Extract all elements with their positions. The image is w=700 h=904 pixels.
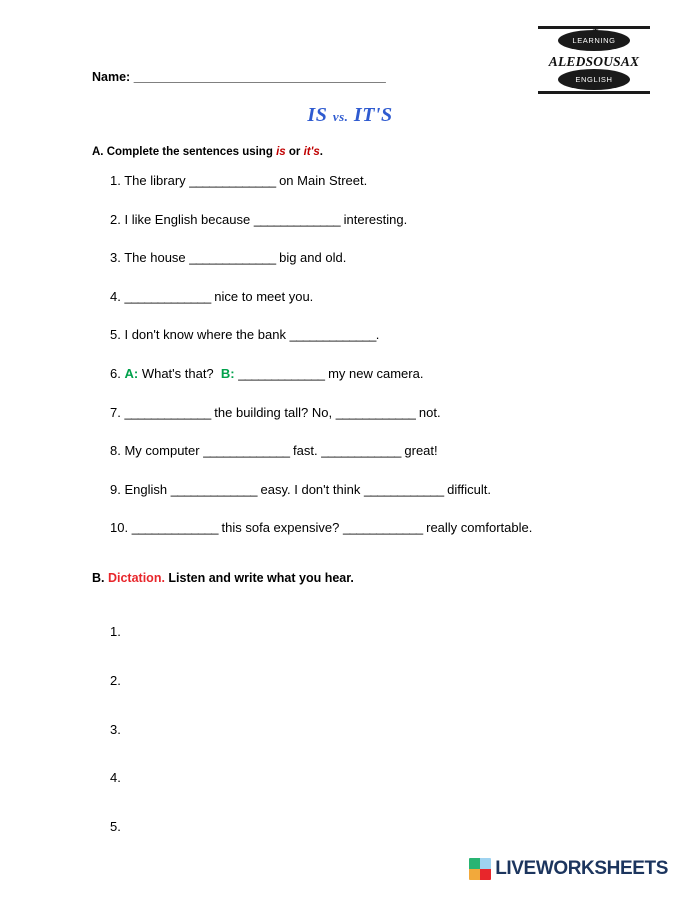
section-a-letter: A. (92, 146, 104, 158)
exercise-item (110, 405, 670, 444)
liveworksheets-logo-icon (469, 858, 491, 880)
item-pre-text: The house (124, 250, 190, 266)
exercise-item (110, 366, 670, 405)
item-post-text: interesting. (340, 211, 408, 227)
dictation-item[interactable]: 2. (110, 672, 121, 688)
item-post-text: fast. (289, 443, 322, 459)
section-b-letter: B. (92, 571, 105, 585)
item-number: 9. (110, 481, 121, 497)
name-field-row (92, 70, 512, 84)
logo-learning-label: LEARNING (558, 30, 630, 51)
item-pre-text: My computer (124, 443, 204, 459)
dictation-list (110, 624, 510, 868)
item-pre-text: The library (124, 173, 190, 188)
answer-blank[interactable]: _____________ (170, 481, 257, 497)
logo-bar-bottom (538, 91, 650, 94)
item-pre-text: What's that? (141, 365, 214, 381)
item-post-text-2: not. (415, 404, 441, 420)
answer-blank[interactable]: _____________ (189, 250, 276, 266)
item-number: 10. (110, 520, 129, 536)
section-a-word-is: is (276, 146, 286, 158)
speaker-a-label: A: (124, 365, 139, 381)
item-number: 2. (110, 211, 121, 227)
section-b-dictation-label: Dictation. (107, 571, 165, 585)
answer-blank[interactable]: _____________ (124, 404, 211, 420)
answer-blank[interactable]: _____________ (203, 443, 290, 459)
logo-quadrant-orange (469, 869, 480, 880)
answer-blank[interactable]: _____________ (124, 288, 211, 304)
item-post-text: . (375, 327, 380, 343)
item-post-text: nice to meet you. (210, 288, 314, 304)
answer-blank-2[interactable]: ____________ (335, 404, 416, 420)
exercise-item (110, 443, 670, 482)
item-post-text: on Main Street. (275, 173, 368, 188)
answer-blank[interactable]: _____________ (189, 173, 276, 188)
logo-quadrant-green (469, 858, 480, 869)
logo-quadrant-blue (480, 858, 491, 869)
exercise-a-list (110, 173, 670, 559)
answer-blank[interactable]: _____________ (289, 327, 376, 343)
page-title (0, 104, 700, 127)
answer-blank-2[interactable]: ____________ (321, 443, 401, 459)
item-post-text-2: great! (400, 443, 438, 459)
title-vs: vs. (332, 109, 349, 124)
item-number: 8. (110, 443, 121, 459)
liveworksheets-footer (469, 858, 668, 880)
section-a-period: . (319, 146, 323, 158)
exercise-item (110, 173, 670, 212)
dictation-item[interactable]: 4. (110, 770, 121, 786)
dictation-item[interactable]: 3. (110, 721, 121, 737)
item-post-text-2: really comfortable. (422, 520, 533, 536)
exercise-item (110, 289, 670, 328)
item-number: 3. (110, 250, 121, 266)
title-its: IT'S (353, 104, 393, 126)
liveworksheets-brand: LIVEWORKSHEETS (495, 858, 668, 879)
section-b-heading (92, 571, 354, 585)
logo-english-label: ENGLISH (558, 69, 630, 90)
item-post-text: my new camera. (324, 365, 424, 381)
item-number: 7. (110, 404, 121, 420)
dictation-item[interactable]: 1. (110, 624, 121, 639)
name-blank[interactable]: _______________________________________ (133, 70, 386, 84)
section-a-instruction: Complete the sentences using (106, 146, 273, 158)
item-post-text: this sofa expensive? (217, 520, 343, 536)
speaker-b-label: B: (220, 365, 235, 381)
exercise-item (110, 520, 670, 559)
item-number: 4. (110, 288, 121, 304)
name-label: Name: (92, 70, 131, 84)
section-a-word-its: it's (303, 146, 320, 158)
exercise-item (110, 482, 670, 521)
item-number: 1. (110, 173, 121, 188)
item-number: 5. (110, 327, 121, 343)
answer-blank-2[interactable]: ____________ (363, 481, 444, 497)
logo-quadrant-red (480, 869, 491, 880)
section-a-or: or (288, 146, 301, 158)
item-post-text: easy. I don't think (256, 481, 364, 497)
answer-blank[interactable]: _____________ (253, 211, 341, 227)
exercise-item (110, 250, 670, 289)
item-post-text-2: difficult. (443, 481, 491, 497)
section-a-heading (92, 146, 323, 158)
item-pre-text: I like English because (124, 211, 254, 227)
exercise-item (110, 212, 670, 251)
title-is: IS (307, 104, 328, 126)
item-pre-text: English (124, 481, 171, 497)
logo (538, 26, 650, 94)
answer-blank[interactable]: _____________ (238, 365, 325, 381)
section-b-instruction: Listen and write what you hear. (168, 571, 354, 585)
item-pre-text: I don't know where the bank (124, 327, 290, 343)
answer-blank-2[interactable]: ____________ (342, 520, 423, 536)
item-post-text: big and old. (275, 250, 347, 266)
exercise-item (110, 327, 670, 366)
dictation-item[interactable]: 5. (110, 819, 121, 835)
logo-brand: ALEDSOUSAX (548, 54, 640, 69)
answer-blank[interactable]: _____________ (131, 520, 218, 536)
item-number: 6. (110, 365, 121, 381)
item-post-text: the building tall? No, (210, 404, 336, 420)
